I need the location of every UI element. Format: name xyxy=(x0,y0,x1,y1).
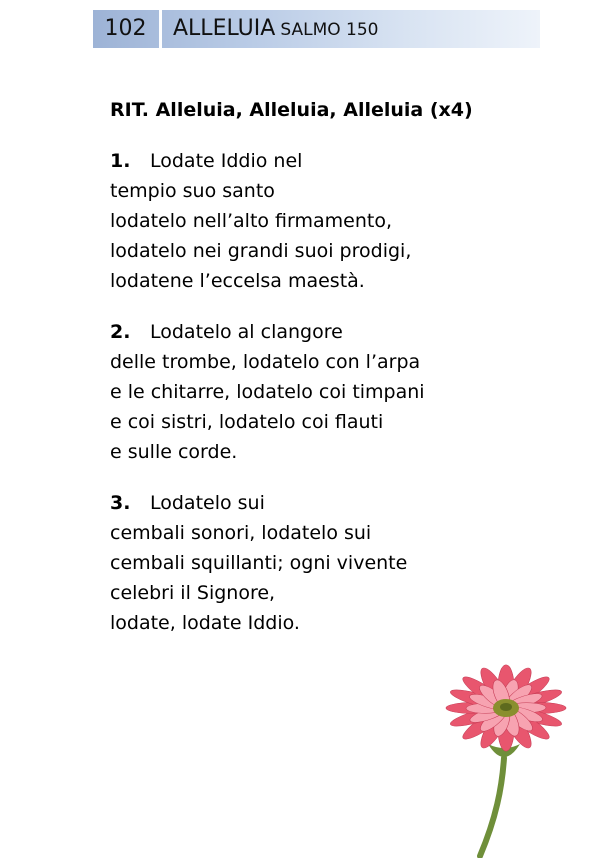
song-subtitle: SALMO 150 xyxy=(280,20,379,40)
verse-line xyxy=(110,317,590,347)
verse-line xyxy=(110,146,590,176)
verse-2 xyxy=(110,317,590,467)
flower-center xyxy=(493,699,519,717)
verse-line: cembali sonori, lodatelo sui xyxy=(110,522,372,544)
verse-number: 1. xyxy=(110,150,131,172)
verse-number: 3. xyxy=(110,492,131,514)
song-title xyxy=(173,10,378,48)
verse-line: lodate, lodate Iddio. xyxy=(110,612,300,634)
verse-line xyxy=(110,488,590,518)
verse-line: e coi sistri, lodatelo coi flauti xyxy=(110,411,384,433)
verse-line: lodatelo nei grandi suoi prodigi, xyxy=(110,240,412,262)
flower-stem xyxy=(480,744,520,856)
verse-line: celebri il Signore, xyxy=(110,582,276,604)
verse-number: 2. xyxy=(110,321,131,343)
verse-line-text: Lodatelo sui xyxy=(150,492,265,514)
verse-line-text: Lodate Iddio nel xyxy=(150,150,303,172)
song-lyrics xyxy=(110,95,590,659)
verse-3 xyxy=(110,488,590,638)
song-header xyxy=(93,10,540,48)
refrain: RIT. Alleluia, Alleluia, Alleluia (x4) xyxy=(110,99,473,121)
song-title-main: ALLELUIA xyxy=(173,16,276,41)
verse-line: tempio suo santo xyxy=(110,180,275,202)
song-number: 102 xyxy=(104,16,147,41)
flower-stem-path xyxy=(480,758,504,856)
verse-line: delle trombe, lodatelo con l’arpa xyxy=(110,351,421,373)
verse-line-text: Lodatelo al clangore xyxy=(150,321,343,343)
verse-line: lodatelo nell’alto firmamento, xyxy=(110,210,393,232)
verse-line: lodatene l’eccelsa maestà. xyxy=(110,270,365,292)
verse-line: e sulle corde. xyxy=(110,441,238,463)
pink-gerbera-flower-icon xyxy=(418,648,588,858)
header-divider xyxy=(159,10,162,48)
verse-line: e le chitarre, lodatelo coi timpani xyxy=(110,381,425,403)
verse-line: cembali squillanti; ogni vivente xyxy=(110,552,408,574)
flower-center-core xyxy=(500,703,512,711)
verse-1 xyxy=(110,146,590,296)
